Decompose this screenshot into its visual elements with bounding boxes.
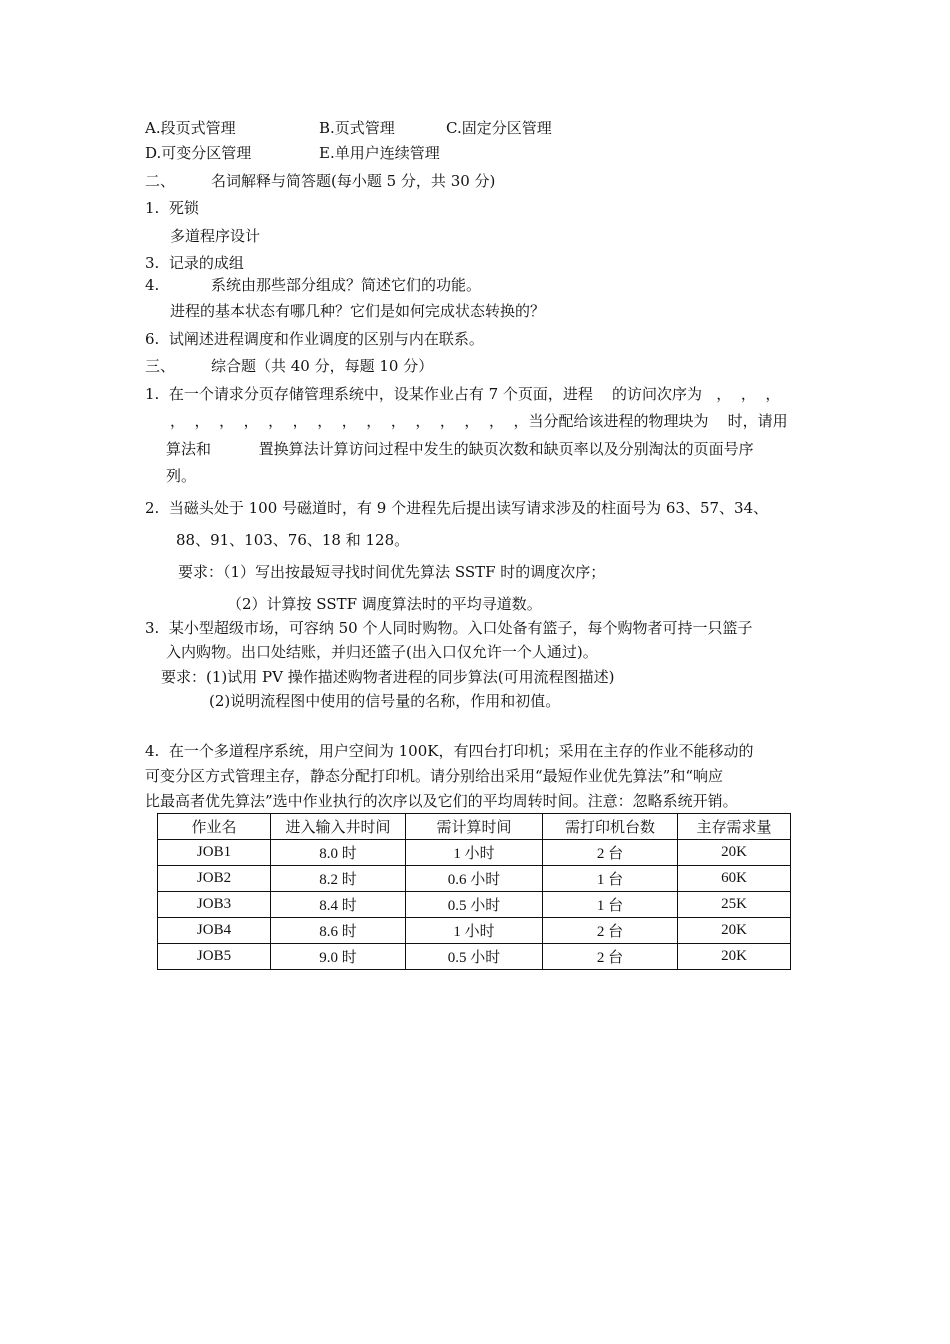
table-cell: 0.5 小时: [406, 944, 543, 970]
section2-number: 二、: [145, 172, 176, 190]
choice-b: B.页式管理: [319, 119, 395, 137]
question-1-line: 列。: [166, 467, 197, 485]
section3-title: 综合题（共 40 分，每题 10 分）: [211, 357, 434, 375]
question-3-line: 3. 某小型超级市场，可容纳 50 个人同时购物。入口处备有篮子，每个购物者可持一只篮子: [145, 619, 753, 637]
question-1-line: 1. 在一个请求分页存储管理系统中，设某作业占有 7 个页面，进程 的访问次序为 ， ， ，: [145, 385, 781, 403]
table-cell: 8.4 时: [271, 892, 406, 918]
table-row: [158, 918, 791, 944]
table-cell: 8.0 时: [271, 840, 406, 866]
question-4-line: 可变分区方式管理主存，静态分配打印机。请分别给出采用“最短作业优先算法”和“响应: [145, 767, 724, 785]
question-2-line: 88、91、103、76、18 和 128。: [176, 531, 410, 549]
question-4-line: 4. 在一个多道程序系统，用户空间为 100K，有四台打印机；采用在主存的作业不能移动的: [145, 742, 754, 760]
term-item: 多道程序设计: [170, 227, 261, 245]
choice-c: C.固定分区管理: [446, 119, 552, 137]
section3-number: 三、: [145, 357, 176, 375]
table-cell: 1 台: [543, 866, 678, 892]
table-cell: JOB4: [158, 918, 271, 944]
table-cell: 20K: [678, 918, 791, 944]
table-row: [158, 840, 791, 866]
term-item: 1. 死锁: [145, 199, 199, 217]
table-cell: 1 小时: [406, 840, 543, 866]
term-item: 进程的基本状态有哪几种？它们是如何完成状态转换的？: [170, 302, 546, 320]
table-cell: 20K: [678, 944, 791, 970]
table-cell: 60K: [678, 866, 791, 892]
table-cell: 2 台: [543, 840, 678, 866]
table-row: [158, 944, 791, 970]
table-cell: 2 台: [543, 944, 678, 970]
table-cell: 0.6 小时: [406, 866, 543, 892]
question-1-line: ， ， ， ， ， ， ， ， ， ， ， ， ， ， ，当分配给该进程的物理块为 时，请用: [170, 412, 788, 430]
header-cell: 需打印机台数: [543, 814, 678, 840]
question-3-line: 入内购物。出口处结账，并归还篮子(出入口仅允许一个人通过)。: [166, 643, 598, 661]
table-cell: 1 小时: [406, 918, 543, 944]
question-2-requirement: （2）计算按 SSTF 调度算法时的平均寻道数。: [227, 595, 542, 613]
table-cell: 9.0 时: [271, 944, 406, 970]
header-cell: 作业名: [158, 814, 271, 840]
table-header-row: [158, 814, 791, 840]
choice-e: E.单用户连续管理: [319, 144, 440, 162]
table-cell: JOB5: [158, 944, 271, 970]
table-cell: 8.2 时: [271, 866, 406, 892]
table-row: [158, 866, 791, 892]
section2-title: 名词解释与简答题(每小题 5 分，共 30 分): [211, 172, 496, 190]
table-cell: 20K: [678, 840, 791, 866]
table-row: [158, 892, 791, 918]
choice-d: D.可变分区管理: [145, 144, 252, 162]
header-cell: 主存需求量: [678, 814, 791, 840]
question-2-line: 2. 当磁头处于 100 号磁道时，有 9 个进程先后提出读写请求涉及的柱面号为 63、57、34、: [145, 499, 769, 517]
header-cell: 进入输入井时间: [271, 814, 406, 840]
term-item-number: 4.: [145, 276, 160, 294]
job-table: [157, 813, 791, 970]
table-cell: 0.5 小时: [406, 892, 543, 918]
question-3-requirement: 要求：(1)试用 PV 操作描述购物者进程的同步算法(可用流程图描述): [161, 668, 615, 686]
term-item: 系统由那些部分组成？简述它们的功能。: [211, 276, 482, 294]
choice-a: A.段页式管理: [145, 119, 236, 137]
question-2-requirement: 要求：（1）写出按最短寻找时间优先算法 SSTF 时的调度次序；: [178, 563, 606, 581]
table-cell: JOB2: [158, 866, 271, 892]
table-cell: JOB1: [158, 840, 271, 866]
table-cell: 2 台: [543, 918, 678, 944]
table-cell: 25K: [678, 892, 791, 918]
question-1-line: 算法和 置换算法计算访问过程中发生的缺页次数和缺页率以及分别淘汰的页面号序: [166, 440, 754, 458]
question-3-requirement: (2)说明流程图中使用的信号量的名称，作用和初值。: [209, 692, 561, 710]
header-cell: 需计算时间: [406, 814, 543, 840]
table-cell: 1 台: [543, 892, 678, 918]
table-cell: 8.6 时: [271, 918, 406, 944]
term-item: 6. 试阐述进程调度和作业调度的区别与内在联系。: [145, 330, 484, 348]
term-item: 3. 记录的成组: [145, 254, 244, 272]
table-cell: JOB3: [158, 892, 271, 918]
question-4-line: 比最高者优先算法”选中作业执行的次序以及它们的平均周转时间。注意：忽略系统开销。: [145, 792, 738, 810]
